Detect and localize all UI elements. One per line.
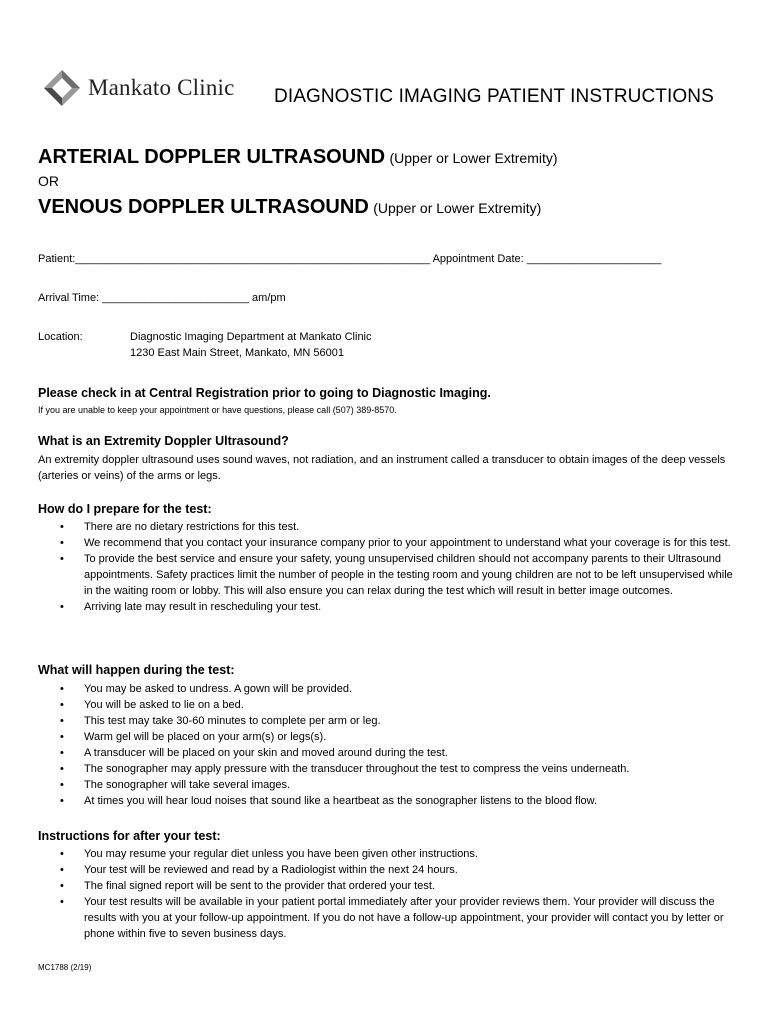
bullet-icon: • [60, 683, 64, 695]
form-code: MC1788 (2/19) [38, 963, 92, 972]
venous-exam-qualifier: (Upper or Lower Extremity) [373, 200, 542, 216]
bullet-icon: • [60, 731, 64, 743]
what-is-text: An extremity doppler ultrasound uses sound waves, not radiation, and an instrument called a transducer to obtain images of the deep vessels (arteries or veins) of the arms or legs. [38, 454, 726, 482]
during-list [38, 681, 738, 809]
venous-exam-name: VENOUS DOPPLER ULTRASOUND [38, 196, 369, 218]
list-item-text: You may be asked to undress. A gown will be provided. [84, 683, 353, 695]
bullet-icon: • [60, 896, 64, 908]
list-item-text: Your test results will be available in your patient portal immediately after your provider reviews them. Your provider will discuss the results with you at your follow-up appointment. If you do not have a follow-up appointment, your provider will contact you by letter or phone within five to seven business days. [84, 896, 724, 940]
check-in-note: If you are unable to keep your appointment or have questions, please call (507) 389-8570. [38, 405, 397, 415]
list-item-text: The sonographer may apply pressure with the transducer throughout the test to compress the veins underneath. [84, 763, 630, 775]
list-item [38, 793, 738, 809]
arterial-exam-name: ARTERIAL DOPPLER ULTRASOUND [38, 146, 386, 168]
list-item [38, 729, 738, 745]
list-item-text: Your test will be reviewed and read by a Radiologist within the next 24 hours. [84, 864, 458, 876]
bullet-icon: • [60, 553, 64, 565]
list-item-text: Warm gel will be placed on your arm(s) or legs(s). [84, 731, 327, 743]
list-item-text: A transducer will be placed on your skin and moved around during the test. [84, 747, 448, 759]
list-item-text: We recommend that you contact your insurance company prior to your appointment to understand what your coverage is for this test. [84, 537, 731, 549]
list-item-text: You will be asked to lie on a bed. [84, 699, 244, 711]
patient-appointment-line: Patient:__________________________________________________________ Appointment Date: ______________________ [38, 253, 662, 265]
list-item [38, 745, 738, 761]
bullet-icon: • [60, 864, 64, 876]
bullet-icon: • [60, 601, 64, 613]
list-item [38, 846, 738, 862]
list-item [38, 551, 738, 599]
list-item-text: Arriving late may result in rescheduling your test. [84, 601, 322, 613]
location-line-2: 1230 East Main Street, Mankato, MN 56001 [130, 347, 345, 359]
bullet-icon: • [60, 699, 64, 711]
arterial-exam-qualifier: (Upper or Lower Extremity) [389, 150, 558, 166]
clinic-logo [42, 66, 242, 110]
venous-exam-title [38, 196, 541, 219]
list-item-text: To provide the best service and ensure your safety, young unsupervised children should not accompany parents to their Ultrasound appointments. Safety practices limit the number of people in the testing room and young children are not to be left unsupervised while in the waiting room or lobby. This will also ensure you can relax during the test which will result in better image outcomes. [84, 553, 733, 597]
clinic-diamond-icon [42, 68, 82, 108]
bullet-icon: • [60, 763, 64, 775]
list-item [38, 681, 738, 697]
bullet-icon: • [60, 848, 64, 860]
list-item [38, 519, 738, 535]
after-heading: Instructions for after your test: [38, 829, 221, 843]
prepare-list [38, 519, 738, 615]
list-item-text: This test may take 30-60 minutes to complete per arm or leg. [84, 715, 381, 727]
bullet-icon: • [60, 880, 64, 892]
bullet-icon: • [60, 521, 64, 533]
logo-text: Mankato Clinic [88, 75, 235, 100]
or-separator: OR [38, 173, 59, 189]
location-line-1: Diagnostic Imaging Department at Mankato Clinic [130, 331, 372, 343]
after-list [38, 846, 738, 942]
prepare-heading: How do I prepare for the test: [38, 502, 212, 516]
list-item [38, 894, 738, 942]
list-item-text: The final signed report will be sent to the provider that ordered your test. [84, 880, 435, 892]
check-in-heading: Please check in at Central Registration prior to going to Diagnostic Imaging. [38, 386, 491, 400]
list-item-text: You may resume your regular diet unless you have been given other instructions. [84, 848, 478, 860]
arterial-exam-title [38, 146, 558, 169]
list-item [38, 535, 738, 551]
bullet-icon: • [60, 537, 64, 549]
bullet-icon: • [60, 779, 64, 791]
what-is-heading: What is an Extremity Doppler Ultrasound? [38, 434, 289, 448]
list-item-text: There are no dietary restrictions for this test. [84, 521, 300, 533]
arrival-time-line: Arrival Time: ________________________ am/pm [38, 292, 286, 304]
list-item-text: The sonographer will take several images. [84, 779, 291, 791]
list-item [38, 713, 738, 729]
bullet-icon: • [60, 715, 64, 727]
list-item [38, 599, 738, 615]
list-item [38, 697, 738, 713]
list-item [38, 777, 738, 793]
list-item [38, 878, 738, 894]
during-heading: What will happen during the test: [38, 663, 235, 677]
bullet-icon: • [60, 795, 64, 807]
location-label: Location: [38, 331, 83, 343]
bullet-icon: • [60, 747, 64, 759]
list-item [38, 761, 738, 777]
list-item-text: At times you will hear loud noises that sound like a heartbeat as the sonographer listens to the blood flow. [84, 795, 598, 807]
list-item [38, 862, 738, 878]
document-title: DIAGNOSTIC IMAGING PATIENT INSTRUCTIONS [274, 86, 714, 107]
